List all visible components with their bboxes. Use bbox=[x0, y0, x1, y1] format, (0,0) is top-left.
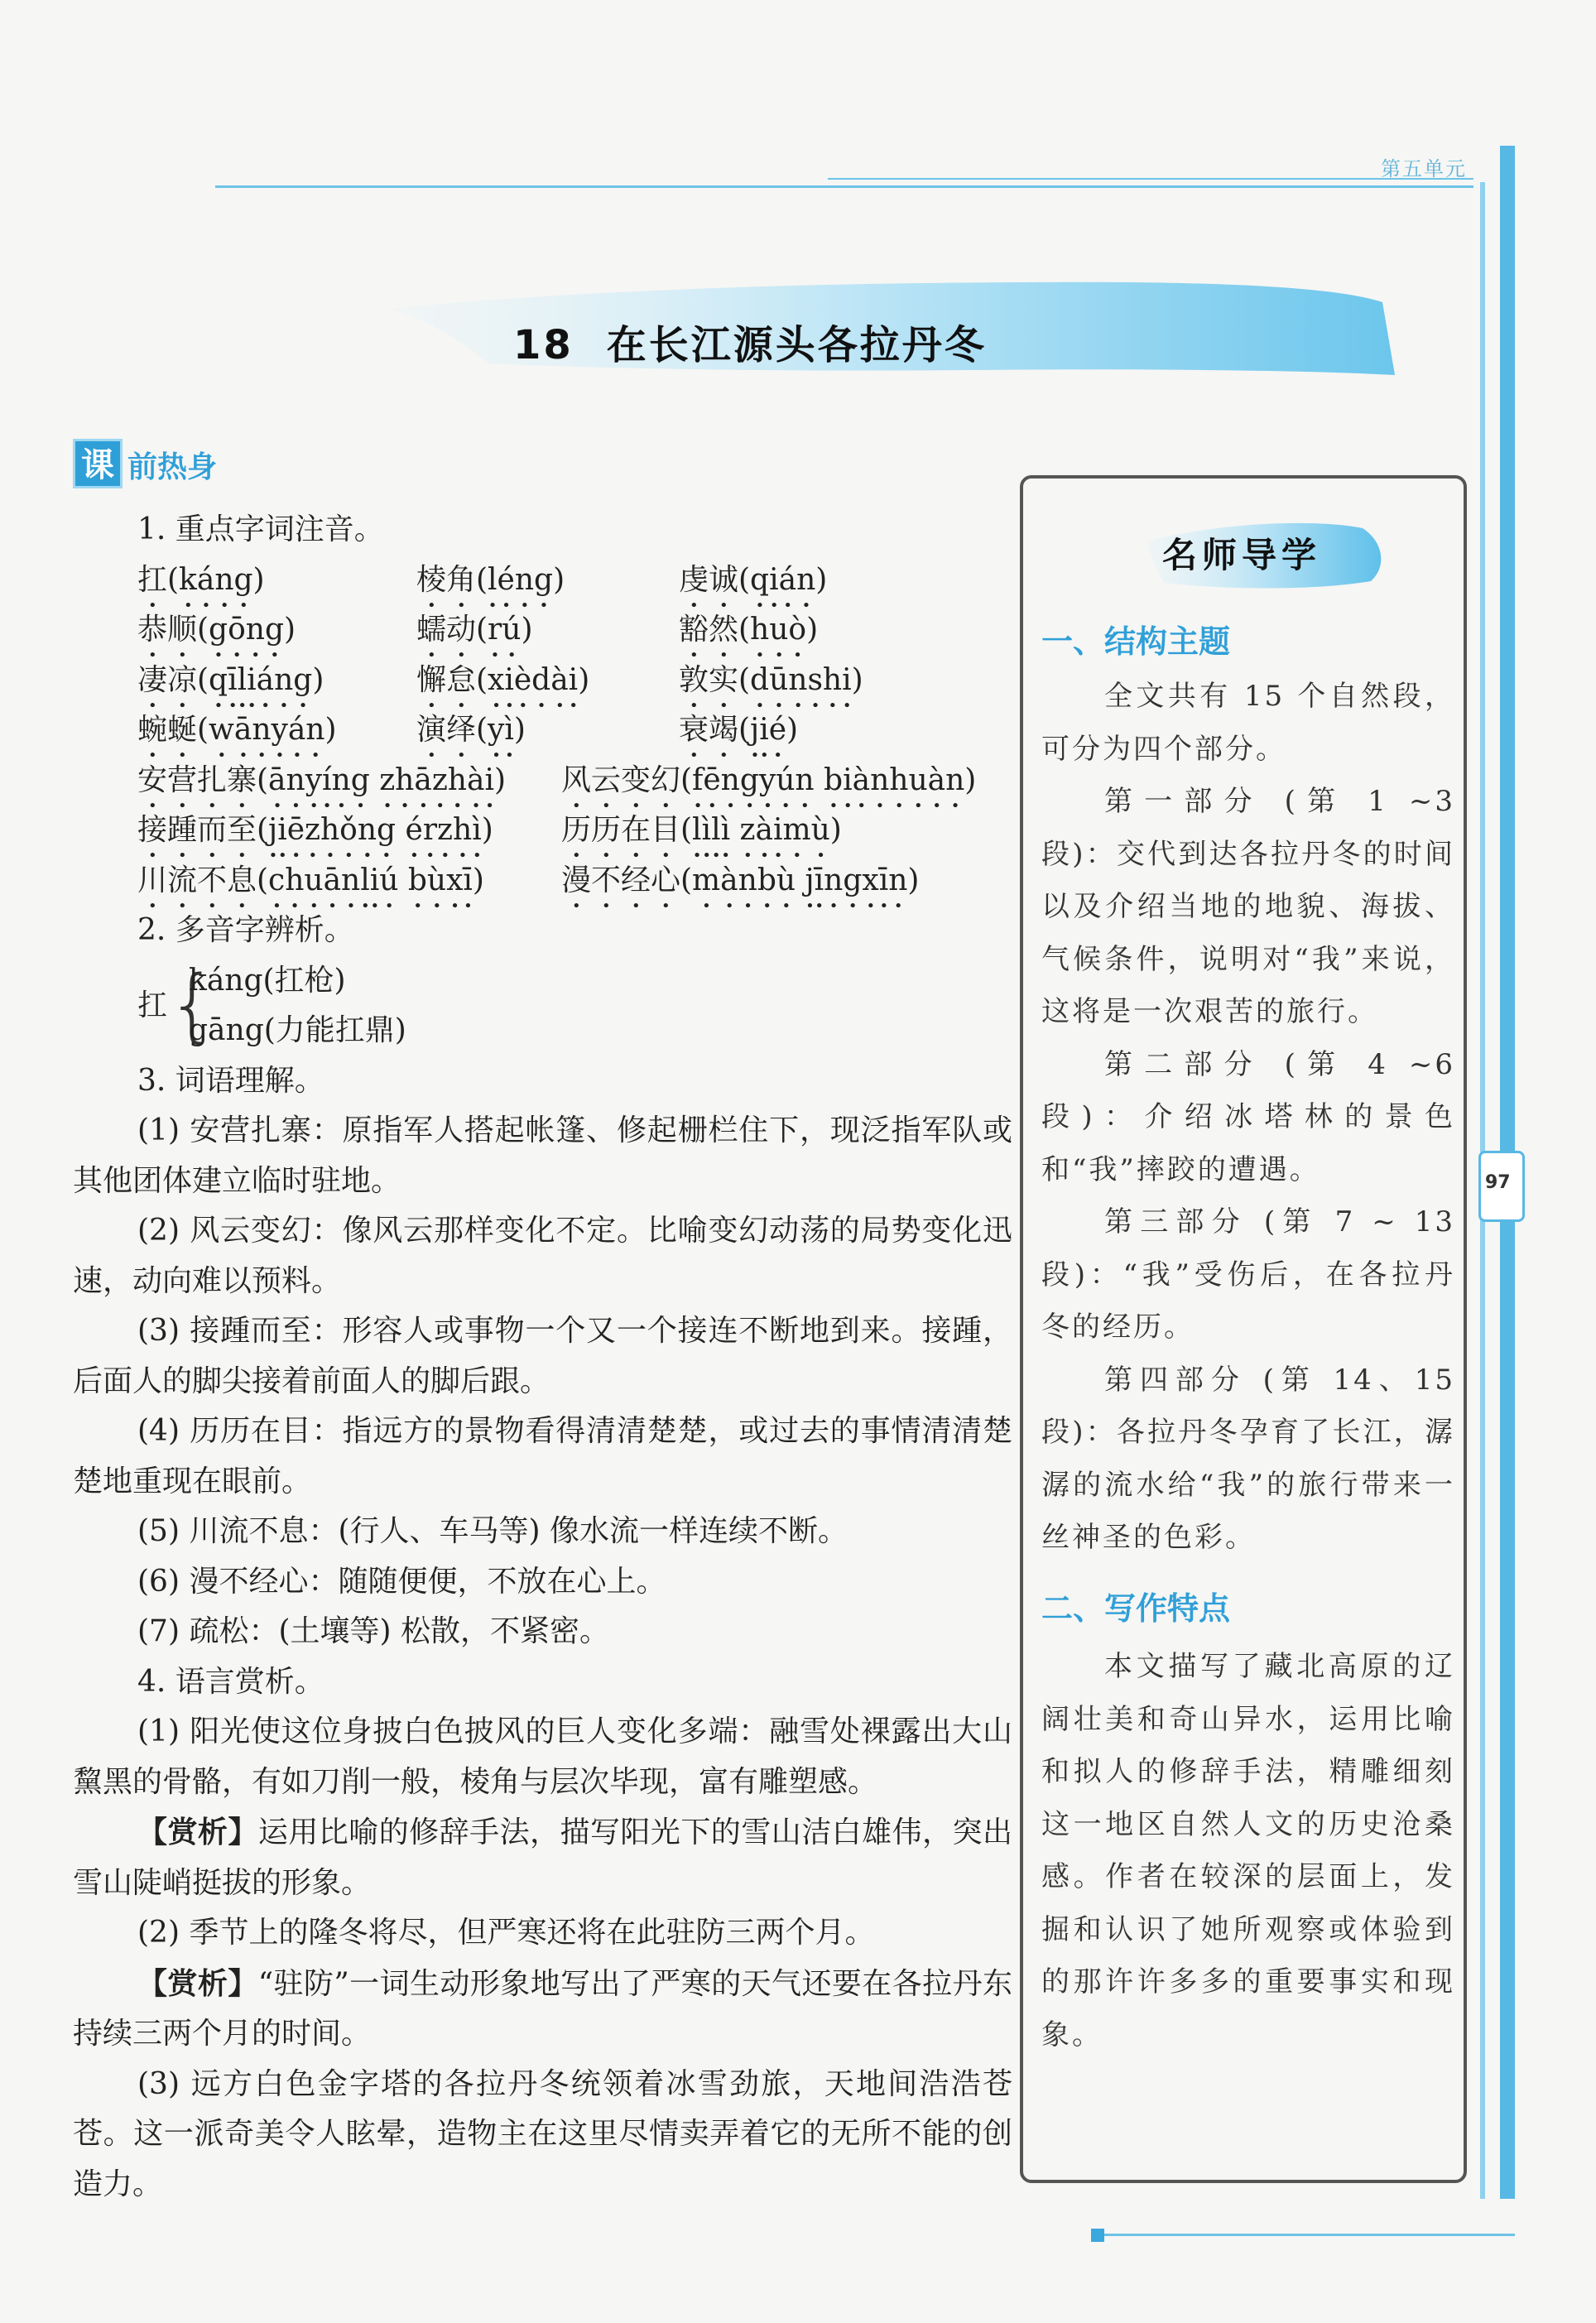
polyphone-block bbox=[73, 956, 1012, 1056]
structure-body bbox=[1041, 671, 1455, 1565]
pronunciation-row bbox=[73, 656, 1012, 706]
pron-item: 扛(káng) bbox=[137, 562, 265, 597]
appreciation-heading: 4. 语言赏析。 bbox=[137, 1664, 324, 1699]
polyphone-reading: káng(扛枪) bbox=[189, 963, 346, 998]
analysis-text: 运用比喻的修辞手法，描写阳光下的雪山洁白雄伟，突出雪山陡峭挺拔的形象。 bbox=[73, 1816, 1012, 1900]
main-column bbox=[73, 505, 1012, 2210]
vocab-item: (1) 安营扎寨：原指军人搭起帐篷、修起栅栏住下，现泛指军队或其他团体建立临时驻地。 bbox=[73, 1113, 1012, 1198]
structure-paragraph: 第三部分 (第 7 ~ 13 段)：“我”受伤后，在各拉丹冬的经历。 bbox=[1041, 1205, 1455, 1344]
vocab-item: (4) 历历在目：指远方的景物看得清清楚楚，或过去的事情清清楚楚地重现在眼前。 bbox=[73, 1414, 1012, 1498]
pron-item: 凄凉(qīliáng) bbox=[137, 662, 324, 697]
pron-item: 接踵而至(jiēzhǒng érzhì) bbox=[137, 813, 493, 847]
brace-icon: { bbox=[167, 958, 219, 1051]
pronunciation-row bbox=[73, 705, 1012, 756]
page-number: 97 bbox=[1485, 1172, 1511, 1193]
polyphone-reading: gāng(力能扛鼎) bbox=[189, 1012, 406, 1047]
top-rule bbox=[215, 185, 1473, 188]
pron-item: 漫不经心(mànbù jīngxīn) bbox=[561, 863, 920, 897]
lesson-number: 18 bbox=[513, 322, 574, 368]
writing-paragraph: 本文描写了藏北高原的辽阔壮美和奇山异水，运用比喻和拟人的修辞手法，精雕细刻这一地区自然人文的历史沧桑感。作者在较深的层面上，发掘和认识了她所观察或体验到的那许许多多的重要事实和现象。 bbox=[1041, 1650, 1455, 2051]
appreciation-quote: (3) 远方白色金字塔的各拉丹冬统领着冰雪劲旅，天地间浩浩苍苍。这一派奇美令人眩晕，造物主在这里尽情卖弄着它的无所不能的创造力。 bbox=[73, 2066, 1012, 2201]
pron-item: 川流不息(chuānliú bùxī) bbox=[137, 863, 484, 897]
pronunciation-heading: 1. 重点字词注音。 bbox=[137, 512, 384, 546]
polyphone-char: 扛 bbox=[137, 988, 168, 1022]
analysis-tag: 【赏析】 bbox=[137, 1965, 258, 2001]
vocab-item: (3) 接踵而至：形容人或事物一个又一个接连不断地到来。接踵，后面人的脚尖接着前面人的脚后跟。 bbox=[73, 1314, 1012, 1398]
appreciation-analysis bbox=[73, 1959, 1012, 2060]
pronunciation-row bbox=[73, 605, 1012, 656]
pronunciation-row bbox=[73, 556, 1012, 606]
pron-item: 棱角(léng) bbox=[416, 562, 565, 597]
pron-item: 豁然(huò) bbox=[679, 613, 819, 647]
writing-heading: 二、写作特点 bbox=[1041, 1590, 1231, 1627]
structure-paragraph: 第一部分 (第 1 ~3 段)：交代到达各拉丹冬的时间以及介绍当地的地貌、海拔、气候条件，说明对“我”来说，这将是一次艰苦的旅行。 bbox=[1041, 785, 1455, 1028]
pron-item: 风云变幻(fēngyún biànhuàn) bbox=[561, 762, 977, 797]
top-rule-short bbox=[828, 178, 1473, 180]
sidebar-title: 名师导学 bbox=[1162, 535, 1322, 575]
pronunciation-row-wide bbox=[73, 756, 1012, 806]
pron-item: 蠕动(rú) bbox=[416, 613, 533, 647]
pron-item: 虔诚(qián) bbox=[679, 562, 828, 597]
appreciation-analysis bbox=[73, 1807, 1012, 1908]
analysis-text: “驻防”一词生动形象地写出了严寒的天气还要在各拉丹东持续三两个月的时间。 bbox=[73, 1966, 1012, 2051]
vocab-heading: 3. 词语理解。 bbox=[137, 1063, 324, 1098]
bottom-square-marker bbox=[1091, 2229, 1104, 2242]
analysis-tag: 【赏析】 bbox=[137, 1815, 258, 1849]
pron-item: 懈怠(xièdài) bbox=[416, 662, 590, 697]
unit-label: 第五单元 bbox=[1381, 157, 1467, 180]
pron-item: 恭顺(gōng) bbox=[137, 613, 296, 647]
bottom-rule bbox=[1104, 2234, 1515, 2236]
vocab-item: (7) 疏松：(土壤等) 松散，不紧密。 bbox=[137, 1614, 609, 1648]
pron-item: 历历在目(lìlì zàimù) bbox=[561, 813, 842, 847]
lesson-title bbox=[513, 313, 987, 370]
pron-item: 演绎(yì) bbox=[416, 713, 526, 747]
pron-item: 蜿蜒(wānyán) bbox=[137, 713, 337, 747]
vocab-item: (6) 漫不经心：随随便便，不放在心上。 bbox=[137, 1564, 666, 1599]
structure-paragraph: 全文共有 15 个自然段，可分为四个部分。 bbox=[1041, 680, 1455, 766]
vocab-item: (2) 风云变幻：像风云那样变化不定。比喻变幻动荡的局势变化迅速，动向难以预料。 bbox=[73, 1214, 1012, 1298]
section-box-char: 课 bbox=[73, 439, 123, 488]
structure-paragraph: 第二部分 (第 4 ~6 段)：介绍冰塔林的景色和“我”摔跤的遭遇。 bbox=[1041, 1047, 1455, 1186]
appreciation-quote: (1) 阳光使这位身披白色披风的巨人变化多端：融雪处裸露出大山黧黑的骨骼，有如刀削一般，棱角与层次毕现，富有雕塑感。 bbox=[73, 1715, 1012, 1799]
teacher-guide-sidebar bbox=[1020, 475, 1467, 2183]
pronunciation-row-wide bbox=[73, 806, 1012, 856]
section-label: 前热身 bbox=[127, 450, 218, 484]
lesson-title-text: 在长江源头各拉丹冬 bbox=[606, 322, 987, 368]
pron-item: 敦实(dūnshi) bbox=[679, 662, 863, 697]
structure-heading: 一、结构主题 bbox=[1041, 623, 1231, 660]
vocab-item: (5) 川流不息：(行人、车马等) 像水流一样连续不断。 bbox=[137, 1514, 848, 1548]
writing-body bbox=[1041, 1641, 1455, 2061]
structure-paragraph: 第四部分 (第 14、15 段)：各拉丹冬孕育了长江，潺潺的流水给“我”的旅行带来一丝神圣的色彩。 bbox=[1041, 1363, 1455, 1554]
pron-item: 安营扎寨(ānyíng zhāzhài) bbox=[137, 762, 507, 797]
polyphone-heading: 2. 多音字辨析。 bbox=[137, 913, 354, 947]
appreciation-quote: (2) 季节上的隆冬将尽，但严寒还将在此驻防三两个月。 bbox=[137, 1916, 875, 1950]
pron-item: 衰竭(jié) bbox=[679, 713, 799, 747]
pronunciation-row-wide bbox=[73, 856, 1012, 907]
